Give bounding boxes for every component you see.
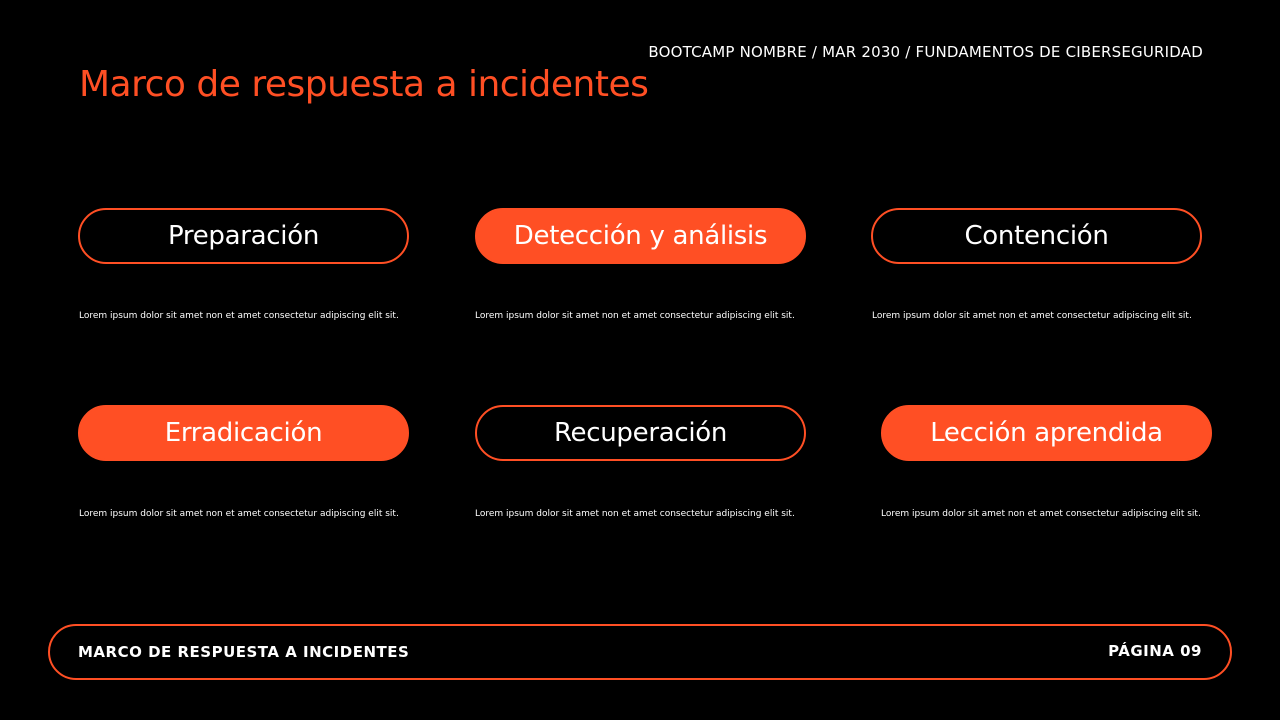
footer-title: MARCO DE RESPUESTA A INCIDENTES — [78, 643, 410, 661]
phase-pill-preparacion[interactable] — [78, 208, 409, 264]
slide-meta: BOOTCAMP NOMBRE / MAR 2030 / FUNDAMENTOS DE CIBERSEGURIDAD — [648, 43, 1203, 61]
phase-label: Preparación — [168, 221, 319, 251]
phase-label: Contención — [964, 221, 1109, 251]
phase-description: Lorem ipsum dolor sit amet non et amet consectetur adipiscing elit sit. — [872, 311, 1192, 321]
phase-description: Lorem ipsum dolor sit amet non et amet consectetur adipiscing elit sit. — [79, 311, 399, 321]
slide-title: Marco de respuesta a incidentes — [79, 64, 649, 105]
phase-description: Lorem ipsum dolor sit amet non et amet consectetur adipiscing elit sit. — [475, 509, 795, 519]
footer-bar — [48, 624, 1232, 680]
phase-pill-leccion-aprendida[interactable] — [881, 405, 1212, 461]
phase-pill-recuperacion[interactable] — [475, 405, 806, 461]
phase-pill-contencion[interactable] — [871, 208, 1202, 264]
phase-description: Lorem ipsum dolor sit amet non et amet consectetur adipiscing elit sit. — [79, 509, 399, 519]
phase-label: Lección aprendida — [930, 418, 1163, 448]
page-number: PÁGINA 09 — [1108, 642, 1202, 660]
phase-label: Erradicación — [164, 418, 323, 448]
phase-description: Lorem ipsum dolor sit amet non et amet consectetur adipiscing elit sit. — [475, 311, 795, 321]
phase-pill-deteccion-analisis[interactable] — [475, 208, 806, 264]
phase-pill-erradicacion[interactable] — [78, 405, 409, 461]
phase-label: Detección y análisis — [513, 221, 768, 251]
phase-description: Lorem ipsum dolor sit amet non et amet consectetur adipiscing elit sit. — [881, 509, 1201, 519]
phase-label: Recuperación — [553, 418, 728, 448]
